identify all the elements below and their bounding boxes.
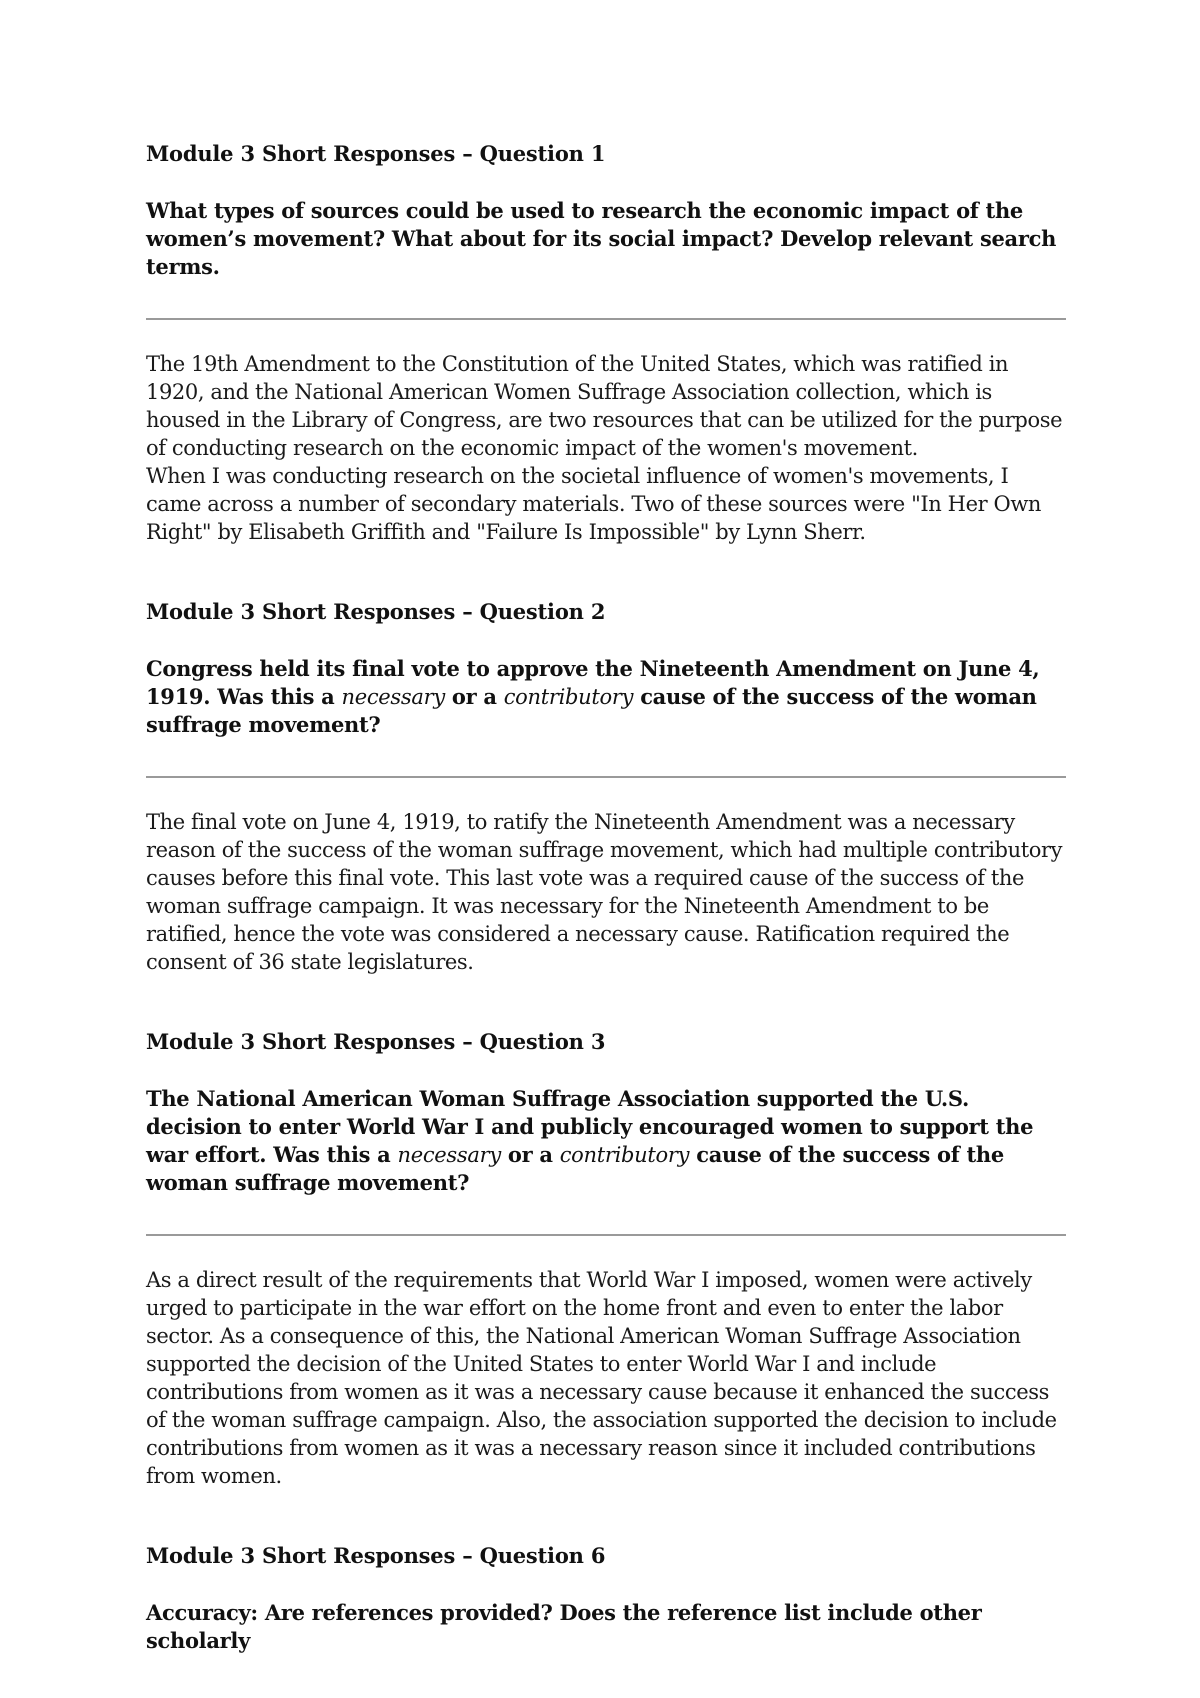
question-prompt: [146, 655, 1066, 739]
question-prompt: [146, 1085, 1066, 1197]
question-section: [146, 1028, 1066, 1490]
question-heading: Module 3 Short Responses – Question 2: [146, 599, 606, 624]
question-prompt-emphasis: contributory: [559, 1143, 690, 1167]
question-section: [146, 598, 1066, 976]
document-body: [146, 140, 1066, 1655]
answer-paragraph: When I was conducting research on the societal influence of women's movements, I came across a number of secondary materials. Two of these sources were "In Her Own Right" by Elisabeth Griffith and "Failure Is Impossible" by Lynn Sherr.: [146, 464, 1042, 544]
question-prompt-text: What types of sources could be used to research the economic impact of the women’s movement? What about for its social impact? Develop relevant search terms.: [146, 198, 1057, 279]
answer-block: [146, 808, 1066, 976]
question-heading: Module 3 Short Responses – Question 3: [146, 1029, 606, 1054]
question-prompt-text: or a: [500, 1142, 560, 1167]
question-section: [146, 140, 1066, 546]
question-prompt-text: or a: [444, 684, 504, 709]
answer-block: [146, 350, 1066, 546]
question-prompt-text: Congress held its final vote to approve the Nineteenth Amendment on June 4, 1919. Was this a: [146, 656, 1040, 709]
question-heading: Module 3 Short Responses – Question 1: [146, 141, 606, 166]
answer-block: [146, 1266, 1066, 1490]
question-prompt: [146, 1599, 1066, 1655]
question-section: [146, 1542, 1066, 1655]
answer-paragraph: The final vote on June 4, 1919, to ratify the Nineteenth Amendment was a necessary reason of the success of the woman suffrage movement, which had multiple contributory causes before this final vote. This last vote was a required cause of the success of the woman suffrage campaign. It was necessary for the Nineteenth Amendment to be ratified, hence the vote was considered a necessary cause. Ratification required the consent of 36 state legislatures.: [146, 810, 1063, 974]
section-divider: [146, 776, 1066, 778]
question-heading: Module 3 Short Responses – Question 6: [146, 1543, 606, 1568]
question-prompt-emphasis: necessary: [397, 1143, 501, 1167]
question-prompt-text: Accuracy: Are references provided? Does the reference list include other scholarly: [146, 1600, 982, 1653]
section-divider: [146, 1234, 1066, 1236]
answer-paragraph: The 19th Amendment to the Constitution of the United States, which was ratified in 1920, and the National American Women Suffrage Association collection, which is housed in the Library of Congress, are two resources that can be utilized for the purpose of conducting research on the economic impact of the women's movement.: [146, 352, 1063, 460]
section-divider: [146, 318, 1066, 320]
question-prompt-text: cause of the success of the woman suffrage movement?: [146, 1142, 1004, 1195]
question-prompt-text: cause of the success of the woman suffrage movement?: [146, 684, 1037, 737]
question-prompt-emphasis: necessary: [341, 685, 445, 709]
question-prompt-emphasis: contributory: [503, 685, 634, 709]
question-prompt: [146, 197, 1066, 281]
answer-paragraph: As a direct result of the requirements that World War I imposed, women were actively urged to participate in the war effort on the home front and even to enter the labor sector. As a consequence of this, the National American Woman Suffrage Association supported the decision of the United States to enter World War I and include contributions from women as it was a necessary cause because it enhanced the success of the woman suffrage campaign. Also, the association supported the decision to include contributions from women as it was a necessary reason since it included contributions from women.: [146, 1268, 1057, 1488]
question-prompt-text: The National American Woman Suffrage Association supported the U.S. decision to enter World War I and publicly encouraged women to support the war effort. Was this a: [146, 1086, 1034, 1167]
